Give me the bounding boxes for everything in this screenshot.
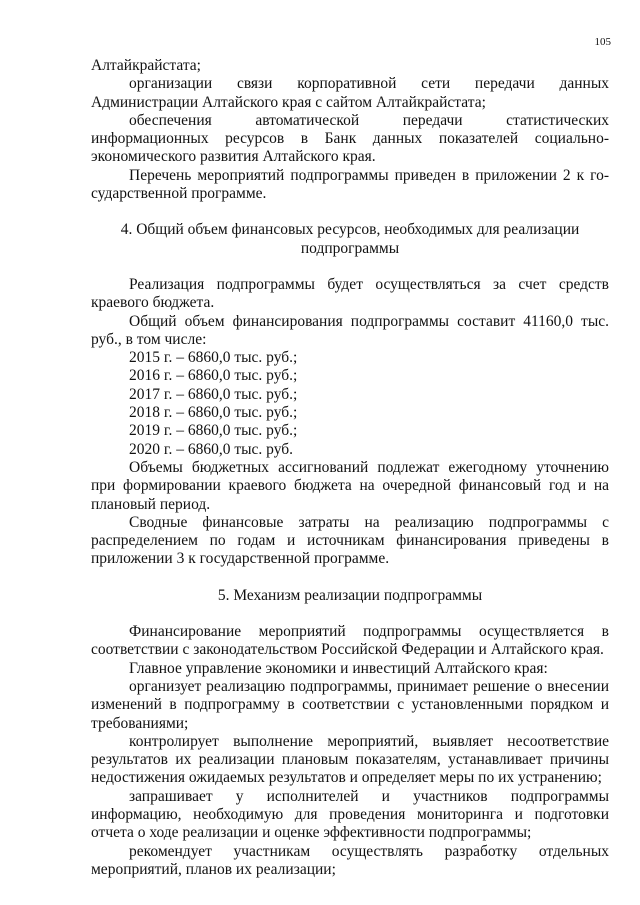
funding-year-line: 2015 г. – 6860,0 тыс. руб.; [129, 349, 298, 367]
text-line: плановый период. [91, 495, 211, 513]
text-line: Реализация подпрограммы будет осуществляться за счет средств [129, 275, 609, 293]
text-line: недостижения ожидаемых результатов и определяет меры по их устранению; [91, 769, 602, 787]
text-line: Главное управление экономики и инвестиций Алтайского края: [129, 659, 548, 677]
text-line: сударственной программе. [91, 185, 267, 203]
text-line: отчета о ходе реализации и оценке эффективности подпрограммы; [91, 824, 532, 842]
text-line: контролирует выполнение мероприятий, выявляет несоответствие [129, 732, 609, 750]
text-line: Сводные финансовые затраты на реализацию подпрограммы с [129, 513, 609, 531]
text-line: организации связи корпоративной сети передачи данных [129, 75, 609, 93]
text-line: изменений в подпрограмму в соответствии с установленными порядком и [91, 696, 609, 714]
section-heading: 5. Механизм реализации подпрограммы [217, 586, 483, 604]
text-line: экономического развития Алтайского края. [91, 148, 376, 166]
text-line: Финансирование мероприятий подпрограммы осуществляется в [129, 623, 609, 641]
text-line: распределением по годам и источникам финансирования приведены в [91, 532, 609, 550]
text-line: требованиями; [91, 714, 189, 732]
text-line: краевого бюджета. [91, 294, 215, 312]
funding-year-line: 2018 г. – 6860,0 тыс. руб.; [129, 404, 298, 422]
text-line: запрашивает у исполнителей и участников подпрограммы [129, 787, 609, 805]
section-heading: подпрограммы [300, 239, 400, 257]
funding-year-line: 2019 г. – 6860,0 тыс. руб.; [129, 422, 298, 440]
page-body [91, 57, 609, 879]
text-line: соответствии с законодательством Российской Федерации и Алтайского края. [91, 641, 604, 659]
text-line: Алтайкрайстата; [91, 57, 201, 74]
text-line: при формировании краевого бюджета на очередной финансовый год и на [91, 477, 609, 495]
page-number: 105 [594, 36, 611, 48]
text-line: информацию, необходимую для проведения мониторинга и подготовки [91, 805, 609, 823]
funding-year-line: 2016 г. – 6860,0 тыс. руб.; [129, 367, 298, 385]
text-line: Общий объем финансирования подпрограммы составит 41160,0 тыс. [129, 312, 609, 330]
funding-year-line: 2017 г. – 6860,0 тыс. руб.; [129, 385, 298, 403]
section-heading: 4. Общий объем финансовых ресурсов, необходимых для реализации [120, 221, 580, 239]
text-line: Перечень мероприятий подпрограммы приведен в приложении 2 к го- [129, 166, 609, 184]
text-line: обеспечения автоматической передачи статистических [129, 111, 609, 129]
funding-year-line: 2020 г. – 6860,0 тыс. руб. [129, 440, 294, 458]
text-line: организует реализацию подпрограммы, принимает решение о внесении [129, 677, 609, 695]
text-line: результатов их реализации плановым показателям, устанавливает причины [91, 751, 609, 769]
text-line: руб., в том числе: [91, 330, 207, 348]
text-line: мероприятий, планов их реализации; [91, 860, 336, 878]
text-line: рекомендует участникам осуществлять разработку отдельных [129, 842, 609, 860]
text-line: Администрации Алтайского края с сайтом Алтайкрайстата; [91, 93, 486, 111]
text-line: информационных ресурсов в Банк данных показателей социально- [91, 130, 609, 148]
text-line: приложении 3 к государственной программе. [91, 550, 390, 568]
text-line: Объемы бюджетных ассигнований подлежат ежегодному уточнению [129, 458, 609, 476]
